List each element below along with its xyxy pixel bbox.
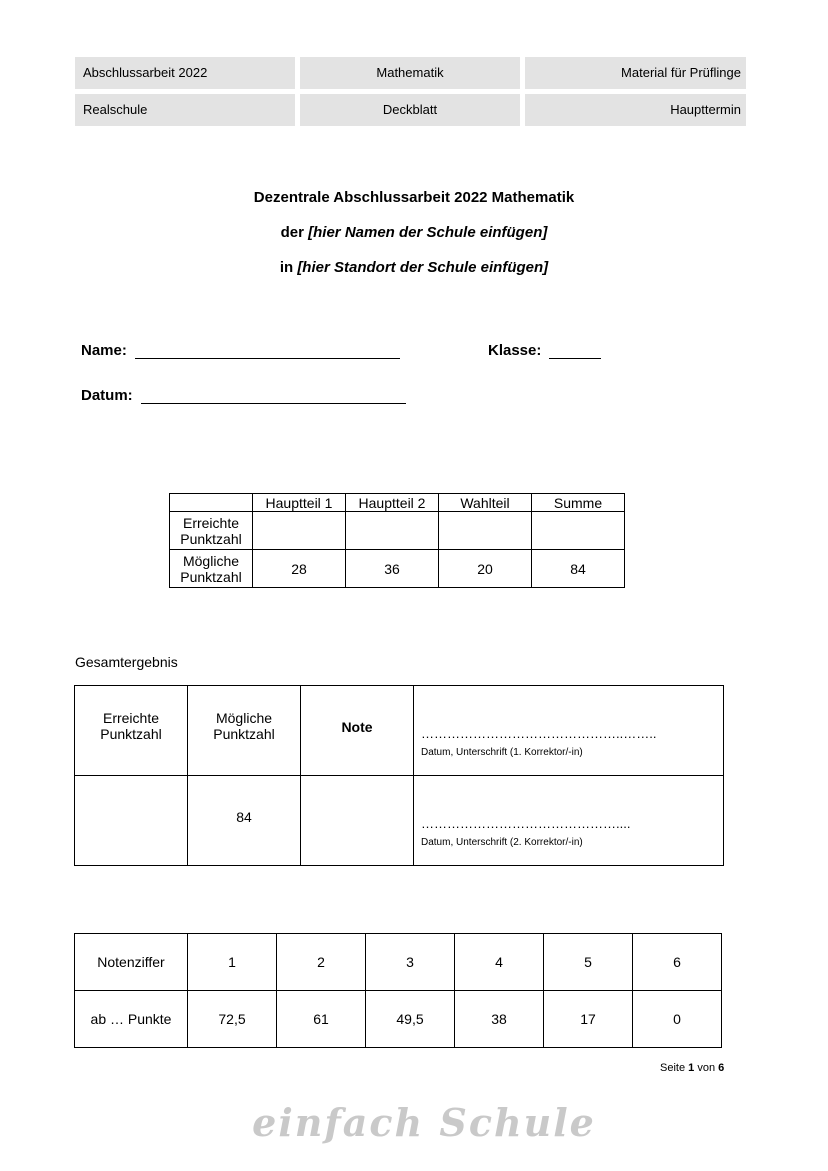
signature-2-line: ……………………………………….... (421, 816, 631, 831)
signature-1-line: ………………………………………..…….. (421, 726, 657, 741)
col-hauptteil-2: Hauptteil 2 (346, 494, 439, 512)
header-subject: Mathematik (300, 57, 520, 89)
points-header-row (170, 494, 625, 512)
signature-2-caption: Datum, Unterschrift (2. Korrektor/-in) (421, 837, 583, 848)
title-line-3: in [hier Standort der Schule einfügen] (279, 259, 549, 276)
threshold-cell: 0 (633, 991, 722, 1048)
name-line[interactable] (135, 344, 400, 359)
col-wahlteil: Wahlteil (439, 494, 532, 512)
grade-cell: 1 (188, 934, 277, 991)
result-table (74, 685, 724, 866)
achieved-cell[interactable] (439, 512, 532, 550)
result-note-header: Note (301, 686, 414, 776)
achieved-cell[interactable] (253, 512, 346, 550)
grade-row-label: Notenziffer (75, 934, 188, 991)
grade-cell: 3 (366, 934, 455, 991)
possible-cell: 84 (532, 550, 625, 588)
points-achieved-row (170, 512, 625, 550)
grade-table (74, 933, 722, 1048)
grade-cell: 2 (277, 934, 366, 991)
header-date-type: Haupttermin (525, 94, 746, 126)
header-school-type: Realschule (75, 94, 295, 126)
signature-1-caption: Datum, Unterschrift (1. Korrektor/-in) (421, 747, 583, 758)
achieved-label: Erreichte Punktzahl (170, 512, 253, 550)
header-row-1 (75, 57, 746, 89)
datum-field[interactable] (81, 387, 406, 404)
signature-2[interactable] (414, 776, 724, 866)
school-location-placeholder: [hier Standort der Schule einfügen] (297, 259, 549, 276)
header-cover: Deckblatt (300, 94, 520, 126)
possible-cell: 28 (253, 550, 346, 588)
possible-cell: 36 (346, 550, 439, 588)
result-possible-header: Mögliche Punktzahl (188, 686, 301, 776)
result-row-2 (75, 776, 724, 866)
header-row-2 (75, 94, 746, 126)
document-title (0, 188, 828, 293)
threshold-cell: 72,5 (188, 991, 277, 1048)
grade-cell: 4 (455, 934, 544, 991)
datum-line[interactable] (141, 389, 406, 404)
grade-cell: 5 (544, 934, 633, 991)
result-possible-value: 84 (188, 776, 301, 866)
possible-label: Mögliche Punktzahl (170, 550, 253, 588)
school-name-placeholder: [hier Namen der Schule einfügen] (308, 224, 548, 241)
result-achieved-header: Erreichte Punktzahl (75, 686, 188, 776)
threshold-cell: 61 (277, 991, 366, 1048)
points-table (169, 493, 625, 588)
header-material: Material für Prüflinge (525, 57, 746, 89)
achieved-cell[interactable] (532, 512, 625, 550)
klasse-label: Klasse: (488, 342, 542, 359)
name-label: Name: (81, 342, 127, 359)
threshold-cell: 38 (455, 991, 544, 1048)
points-possible-row (170, 550, 625, 588)
signature-1[interactable] (414, 686, 724, 776)
possible-cell: 20 (439, 550, 532, 588)
result-achieved-value[interactable] (75, 776, 188, 866)
page-number: Seite 1 von 6 (660, 1062, 725, 1074)
watermark-logo: einfach Schule (252, 1100, 596, 1145)
klasse-line[interactable] (549, 344, 601, 359)
grade-cell: 6 (633, 934, 722, 991)
threshold-cell: 49,5 (366, 991, 455, 1048)
klasse-field[interactable] (488, 342, 601, 359)
col-hauptteil-1: Hauptteil 1 (253, 494, 346, 512)
threshold-cell: 17 (544, 991, 633, 1048)
title-line-2: der [hier Namen der Schule einfügen] (280, 224, 548, 241)
header-grid (75, 57, 746, 131)
title-line-1: Dezentrale Abschlussarbeit 2022 Mathematik (253, 189, 575, 206)
gesamtergebnis-label: Gesamtergebnis (75, 654, 178, 670)
name-field[interactable] (81, 342, 400, 359)
datum-label: Datum: (81, 387, 133, 404)
grade-row (75, 934, 722, 991)
threshold-row-label: ab … Punkte (75, 991, 188, 1048)
result-row-1 (75, 686, 724, 776)
col-summe: Summe (532, 494, 625, 512)
result-note-value[interactable] (301, 776, 414, 866)
achieved-cell[interactable] (346, 512, 439, 550)
header-exam: Abschlussarbeit 2022 (75, 57, 295, 89)
threshold-row (75, 991, 722, 1048)
